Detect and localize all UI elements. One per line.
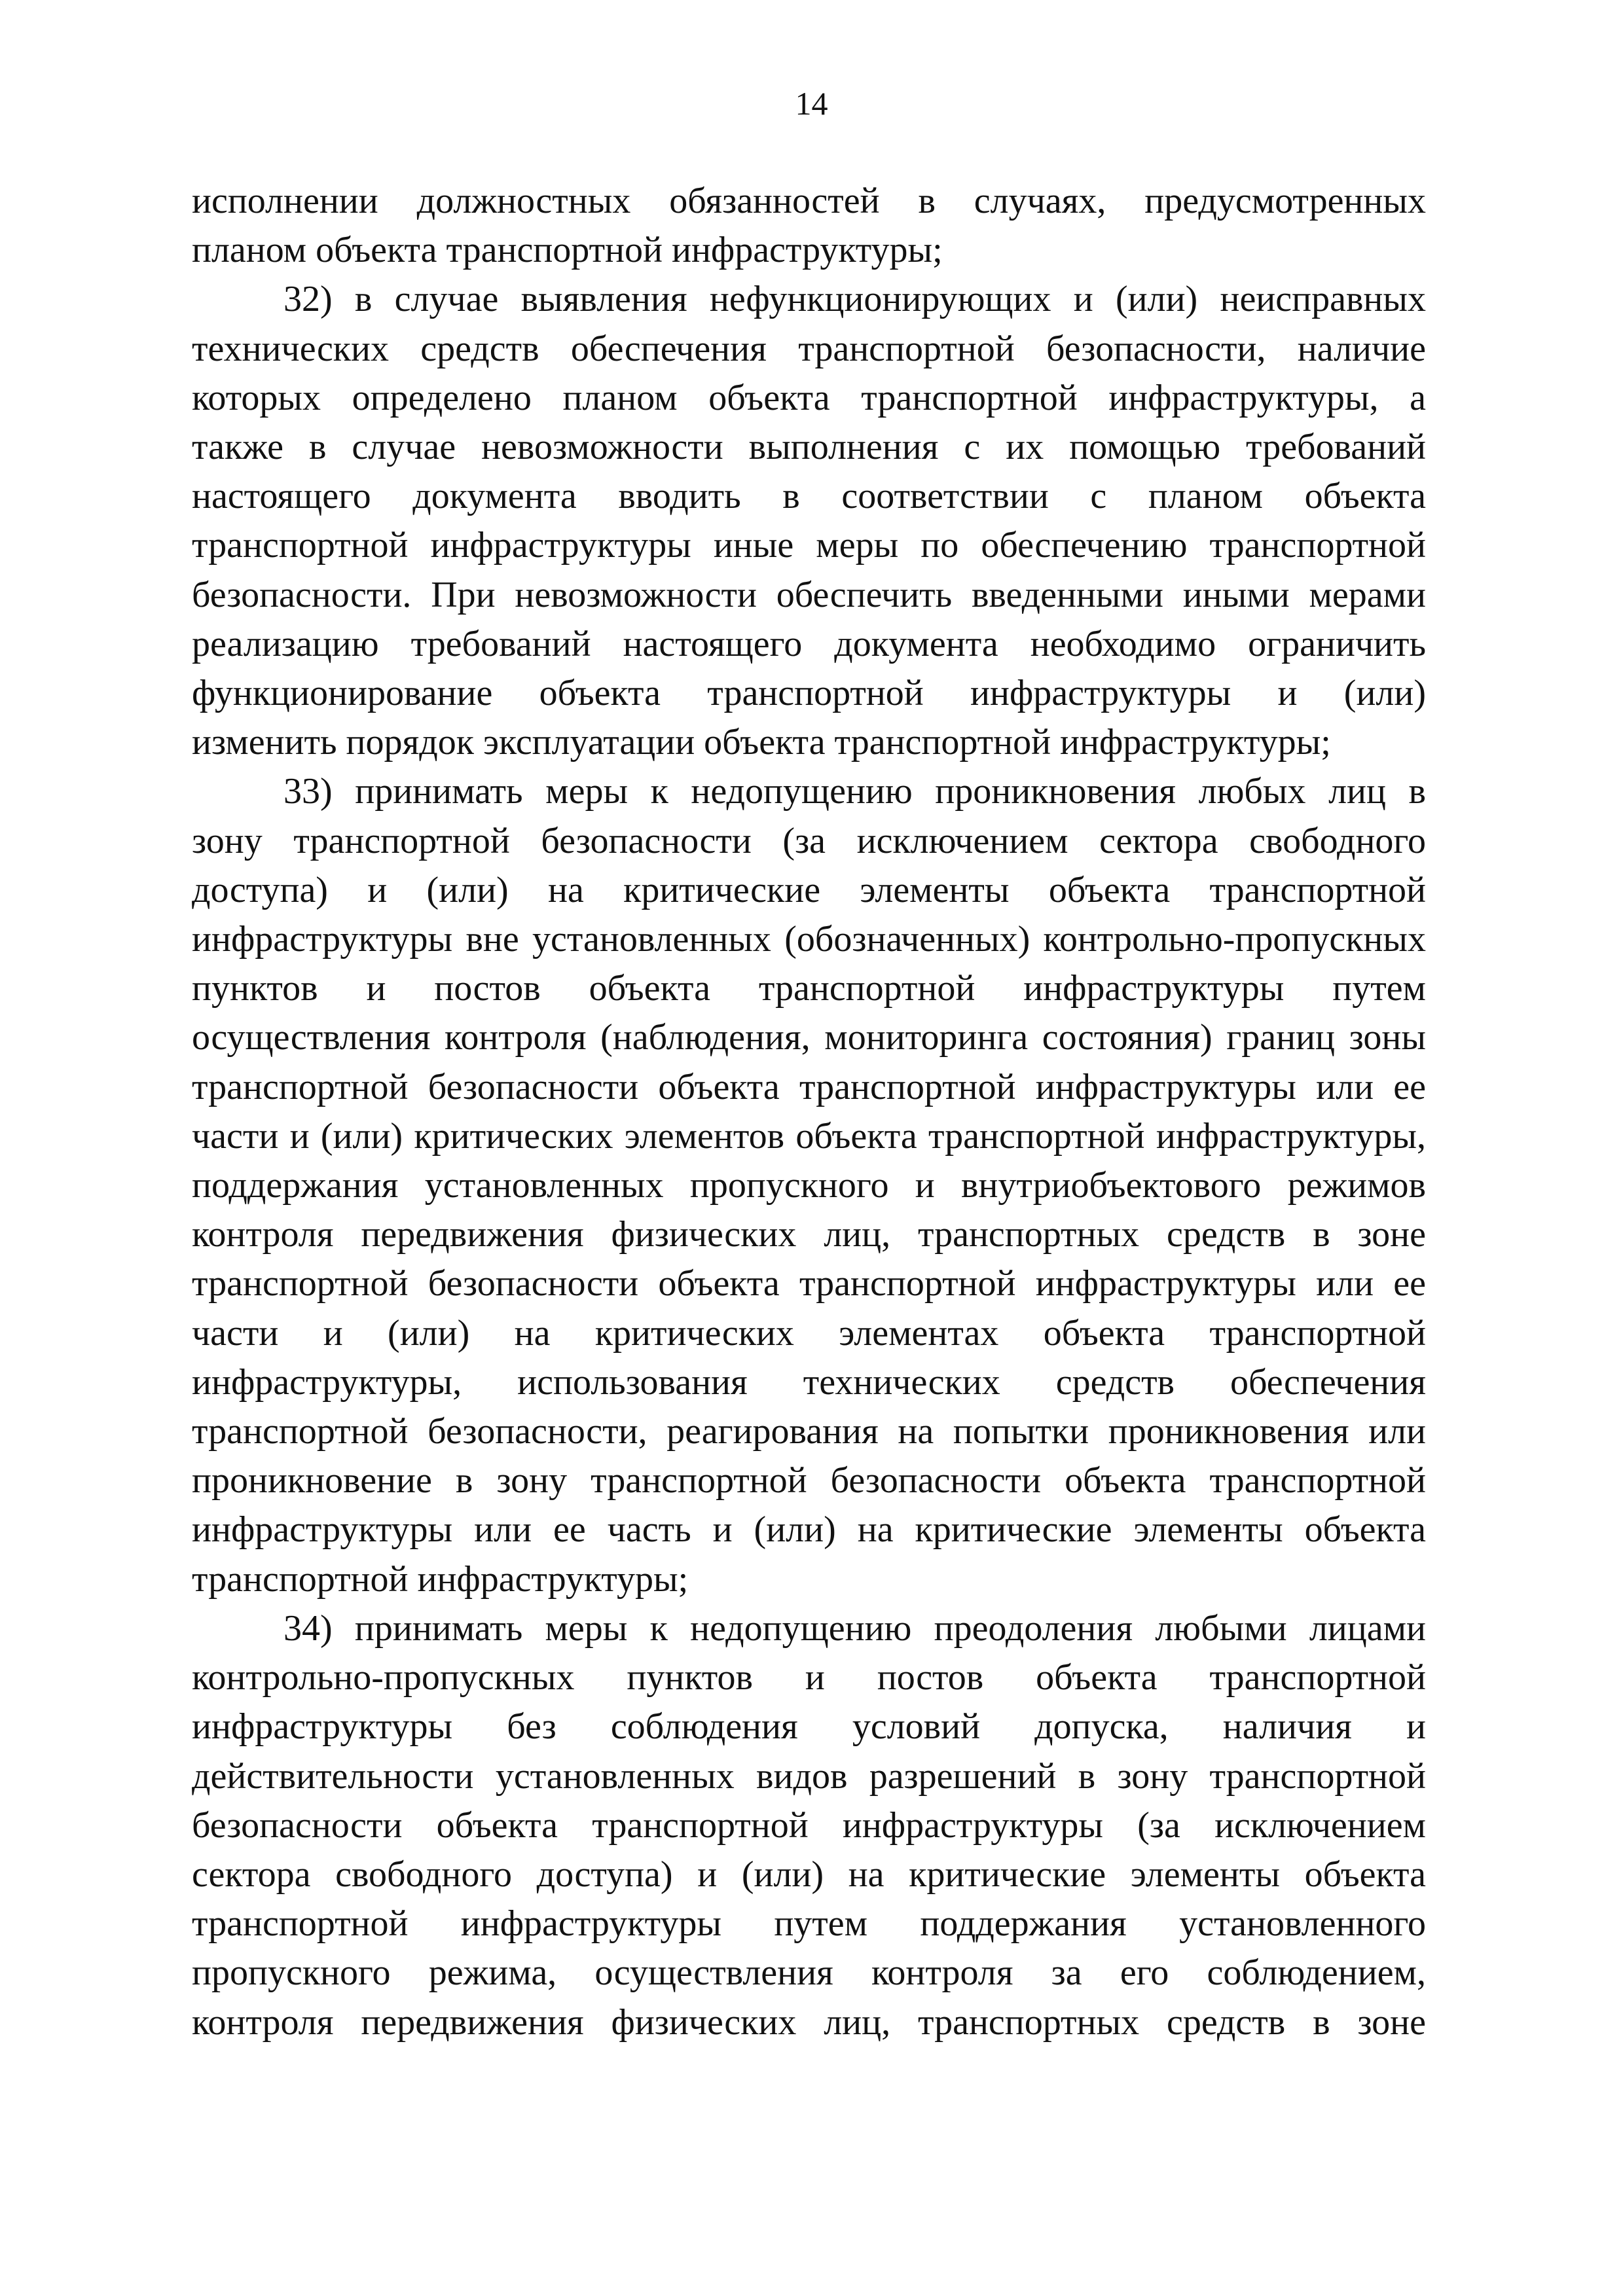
text-line: транспортной инфраструктуры иные меры по обеспечению транспортной: [192, 525, 1426, 566]
text-line: части и (или) на критических элементах объекта транспортной: [192, 1312, 1426, 1354]
text-line: доступа) и (или) на критические элементы объекта транспортной: [192, 869, 1426, 910]
paragraph-item-33: [192, 767, 1426, 1604]
text-line: 33) принимать меры к недопущению проникновения любых лиц в: [283, 771, 1426, 812]
text-line: проникновение в зону транспортной безопасности объекта транспортной: [192, 1460, 1426, 1501]
text-line: исполнении должностных обязанностей в случаях, предусмотренных: [192, 181, 1426, 221]
text-line: инфраструктуры без соблюдения условий допуска, наличия и: [192, 1706, 1426, 1748]
text-line: сектора свободного доступа) и (или) на критические элементы объекта: [192, 1854, 1426, 1895]
paragraph-continuation: [192, 177, 1426, 275]
text-line: реализацию требований настоящего документа необходимо ограничить: [192, 623, 1426, 664]
text-line: инфраструктуры, использования технических средств обеспечения: [192, 1361, 1426, 1403]
text-line: технических средств обеспечения транспортной безопасности, наличие: [192, 328, 1426, 369]
text-line: 34) принимать меры к недопущению преодоления любыми лицами: [283, 1607, 1426, 1649]
text-line: которых определено планом объекта транспортной инфраструктуры, а: [192, 377, 1426, 418]
text-line: также в случае невозможности выполнения с их помощью требований: [192, 427, 1426, 468]
paragraph-item-32: [192, 275, 1426, 767]
text-line: планом объекта транспортной инфраструктуры;: [192, 230, 943, 271]
text-line: безопасности. При невозможности обеспечить введенными иными мерами: [192, 574, 1426, 615]
text-line: контрольно-пропускных пунктов и постов объекта транспортной: [192, 1657, 1426, 1698]
text-line: осуществления контроля (наблюдения, мониторинга состояния) границ зоны: [192, 1017, 1426, 1058]
text-line: пропускного режима, осуществления контроля за его соблюдением,: [192, 1952, 1426, 1994]
text-line: функционирование объекта транспортной инфраструктуры и (или): [192, 673, 1426, 714]
text-line: зону транспортной безопасности (за исключением сектора свободного: [192, 820, 1426, 861]
text-line: контроля передвижения физических лиц, транспортных средств в зоне: [192, 1214, 1426, 1255]
text-line: транспортной безопасности объекта транспортной инфраструктуры или ее: [192, 1066, 1426, 1107]
text-line: инфраструктуры вне установленных (обозначенных) контрольно-пропускных: [192, 919, 1426, 960]
document-body: [192, 177, 1426, 2047]
text-line: безопасности объекта транспортной инфраструктуры (за исключением: [192, 1804, 1426, 1846]
text-line: транспортной безопасности объекта транспортной инфраструктуры или ее: [192, 1263, 1426, 1304]
text-line: поддержания установленных пропускного и внутриобъектового режимов: [192, 1165, 1426, 1206]
text-line: 32) в случае выявления нефункционирующих и (или) неисправных: [283, 279, 1426, 320]
text-line: части и (или) критических элементов объекта транспортной инфраструктуры,: [192, 1115, 1426, 1157]
text-line: транспортной безопасности, реагирования на попытки проникновения или: [192, 1411, 1426, 1452]
text-line: изменить порядок эксплуатации объекта транспортной инфраструктуры;: [192, 722, 1331, 763]
text-line: настоящего документа вводить в соответствии с планом объекта: [192, 476, 1426, 517]
text-line: пунктов и постов объекта транспортной инфраструктуры путем: [192, 968, 1426, 1009]
text-line: инфраструктуры или ее часть и (или) на критические элементы объекта: [192, 1509, 1426, 1551]
text-line: действительности установленных видов разрешений в зону транспортной: [192, 1755, 1426, 1797]
text-line: транспортной инфраструктуры;: [192, 1558, 689, 1600]
page-number: 14: [795, 85, 828, 122]
paragraph-item-34: [192, 1604, 1426, 2047]
text-line: транспортной инфраструктуры путем поддержания установленного: [192, 1903, 1426, 1945]
text-line: контроля передвижения физических лиц, транспортных средств в зоне: [192, 2001, 1426, 2043]
